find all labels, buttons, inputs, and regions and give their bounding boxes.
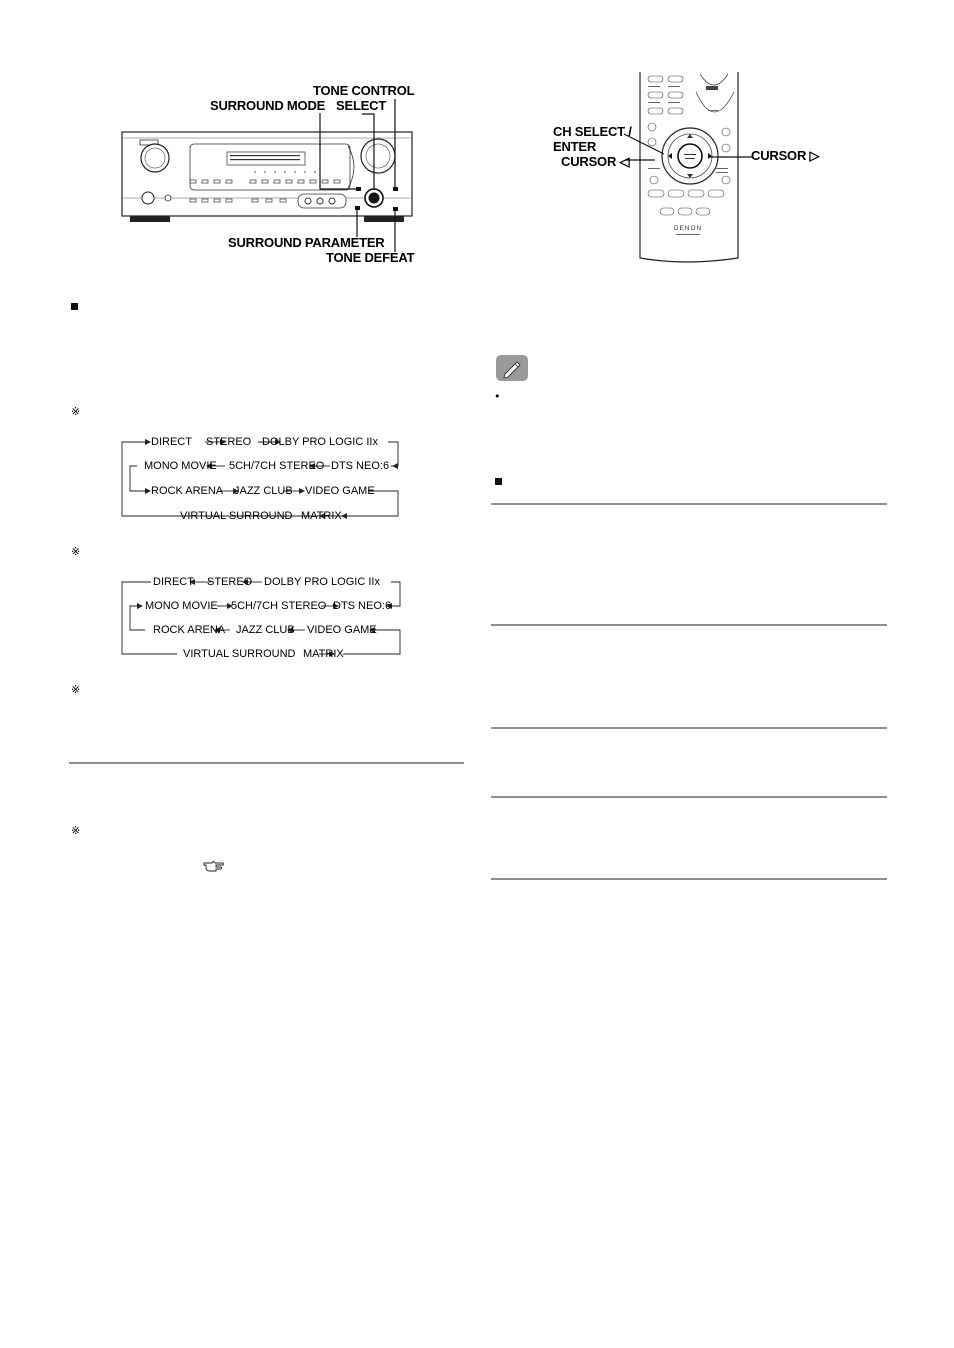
flow-fwd-jazz-club: JAZZ CLUB [234,485,293,497]
section-square-icon [495,478,502,485]
section-divider [491,727,887,729]
flow-rev-dts-neo6: DTS NEO:6 [333,600,392,612]
tone-defeat-label: TONE DEFEAT [326,250,415,265]
note-mark: ※ [71,405,81,418]
section-divider [491,878,887,880]
flow-fwd-dts-neo6: DTS NEO:6 [331,460,390,472]
flow-fwd-mono-movie: MONO MOVIE [144,460,217,472]
flow-fwd-rock-arena: ROCK ARENA [151,485,224,497]
remote-control-drawing [630,72,748,268]
section-square-icon [71,303,78,310]
select-label: SELECT [336,98,387,113]
section-divider [491,796,887,798]
flow-fwd-virtual-surround: VIRTUAL SURROUND [180,510,293,522]
remote-leader-lines [610,130,760,170]
bullet-mark: • [494,390,501,403]
enter-label: ENTER [553,139,597,154]
note-mark: ※ [71,683,81,696]
flow-rev-rock-arena: ROCK ARENA [153,624,226,636]
flow-fwd-dolby: DOLBY PRO LOGIC IIx [262,436,378,448]
flow-fwd-video-game: VIDEO GAME [305,485,375,497]
surround-parameter-label: SURROUND PARAMETER [228,235,385,250]
tone-control-label: TONE CONTROL [313,83,415,98]
flow-rev-dolby: DOLBY PRO LOGIC IIx [264,576,380,588]
flow-rev-direct: DIRECT [153,576,194,588]
page-reference-icon [203,859,225,873]
flow-rev-video-game: VIDEO GAME [307,624,377,636]
section-divider [491,503,887,505]
pencil-memo-icon [495,354,529,382]
ch-select-label: CH SELECT / [553,124,632,139]
flow-rev-5ch7ch-stereo: 5CH/7CH STEREO [231,600,327,612]
flow-fwd-5ch7ch-stereo: 5CH/7CH STEREO [229,460,325,472]
flow-rev-virtual-surround: VIRTUAL SURROUND [183,648,296,660]
flow-rev-matrix: MATRIX [303,648,344,660]
flow-fwd-stereo: STEREO [206,436,252,448]
surround-mode-label: SURROUND MODE [210,98,326,113]
remote-brand-logo: DENON [673,225,703,232]
section-divider [69,762,464,764]
section-divider [491,624,887,626]
cursor-right-label: CURSOR ▷ [751,148,820,163]
note-mark: ※ [71,824,81,837]
flow-rev-jazz-club: JAZZ CLUB [236,624,295,636]
note-mark: ※ [71,545,81,558]
flow-fwd-direct: DIRECT [151,436,192,448]
flow-fwd-matrix: MATRIX [301,510,342,522]
flow-rev-mono-movie: MONO MOVIE [145,600,218,612]
cursor-left-label: CURSOR ◁ [561,154,630,169]
flow-rev-stereo: STEREO [207,576,253,588]
